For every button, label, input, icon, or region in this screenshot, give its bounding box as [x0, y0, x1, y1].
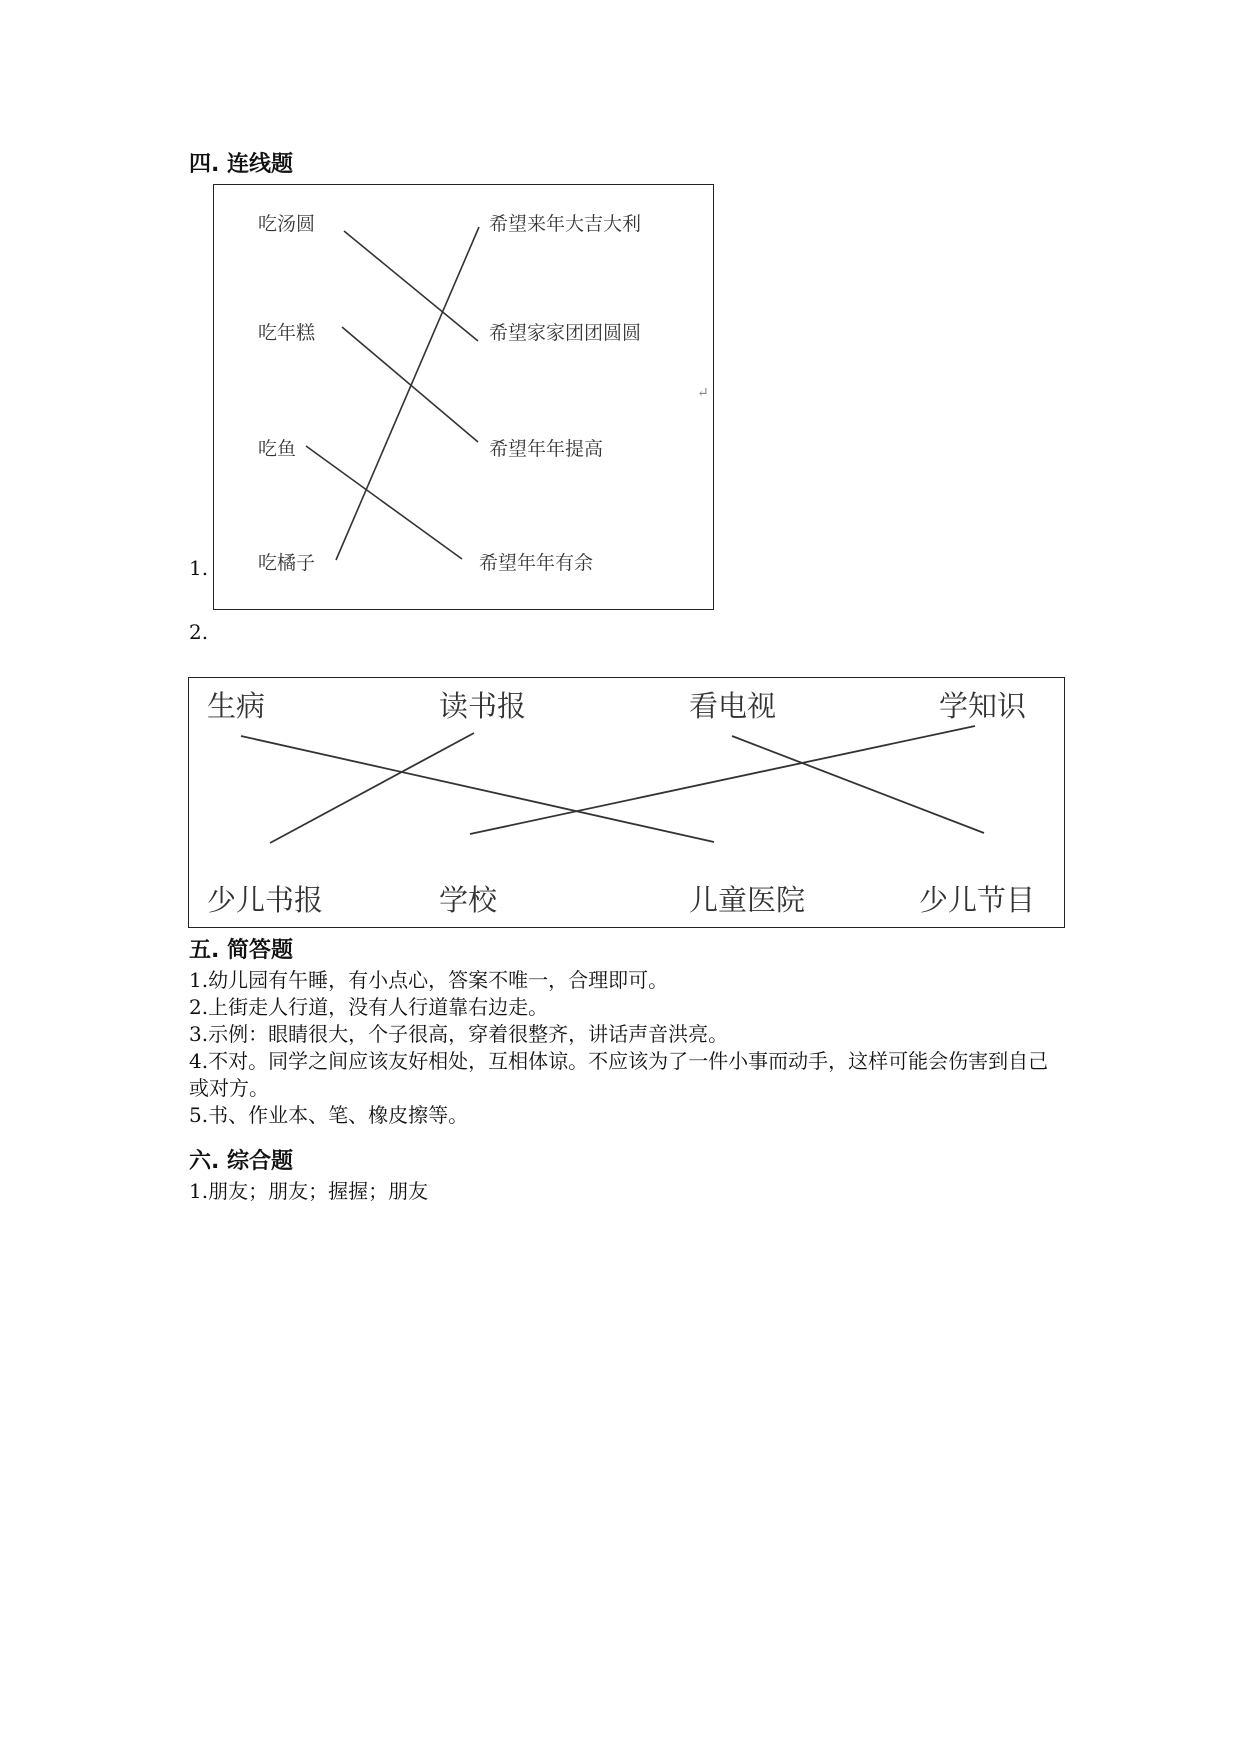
comprehensive-answer-1: 1.朋友；朋友；握握；朋友 [189, 1179, 429, 1203]
match-line [470, 726, 975, 834]
paragraph-mark: ↵ [697, 385, 709, 401]
section-4-title: 四. 连线题 [189, 152, 294, 177]
bottom-item-3: 儿童医院 [689, 883, 806, 917]
left-item-3: 吃鱼 [258, 438, 297, 460]
answer-5: 5.书、作业本、笔、橡皮擦等。 [189, 1103, 469, 1127]
answer-1: 1.幼儿园有午睡，有小点心，答案不唯一，合理即可。 [189, 968, 669, 992]
right-item-3: 希望年年提高 [489, 438, 604, 460]
left-item-2: 吃年糕 [258, 322, 316, 344]
top-item-1: 生病 [207, 689, 266, 723]
match-line [344, 231, 478, 341]
left-item-1: 吃汤圆 [258, 213, 316, 235]
bottom-item-1: 少儿书报 [207, 883, 324, 917]
match-line [241, 736, 714, 842]
left-item-4: 吃橘子 [258, 552, 316, 574]
answer-2: 2.上街走人行道，没有人行道靠右边走。 [189, 995, 549, 1019]
match-line [342, 327, 478, 442]
answer-3: 3.示例：眼睛很大，个子很高，穿着很整齐，讲话声音洪亮。 [189, 1022, 729, 1046]
answers-list [189, 967, 1049, 1129]
section-5-title: 五. 简答题 [189, 938, 294, 963]
bottom-item-4: 少儿节目 [919, 883, 1036, 917]
matching-figure-1 [213, 184, 714, 610]
right-item-2: 希望家家团团圆圆 [489, 322, 642, 344]
section-6-title: 六. 综合题 [189, 1149, 294, 1174]
top-item-2: 读书报 [439, 689, 527, 723]
question-1-number: 1. [189, 556, 209, 580]
answer-4: 4.不对。同学之间应该友好相处，互相体谅。不应该为了一件小事而动手，这样可能会伤害到自己或对方。 [189, 1049, 1049, 1100]
matching-figure-2 [188, 677, 1065, 928]
match-line [306, 446, 462, 559]
question-2-number: 2. [189, 620, 209, 644]
top-item-4: 学知识 [939, 689, 1027, 723]
comprehensive-answers [189, 1178, 1049, 1205]
top-item-3: 看电视 [689, 689, 777, 723]
bottom-item-2: 学校 [439, 883, 498, 917]
match-line [336, 227, 479, 560]
right-item-4: 希望年年有余 [479, 552, 594, 574]
right-item-1: 希望来年大吉大利 [489, 213, 642, 235]
